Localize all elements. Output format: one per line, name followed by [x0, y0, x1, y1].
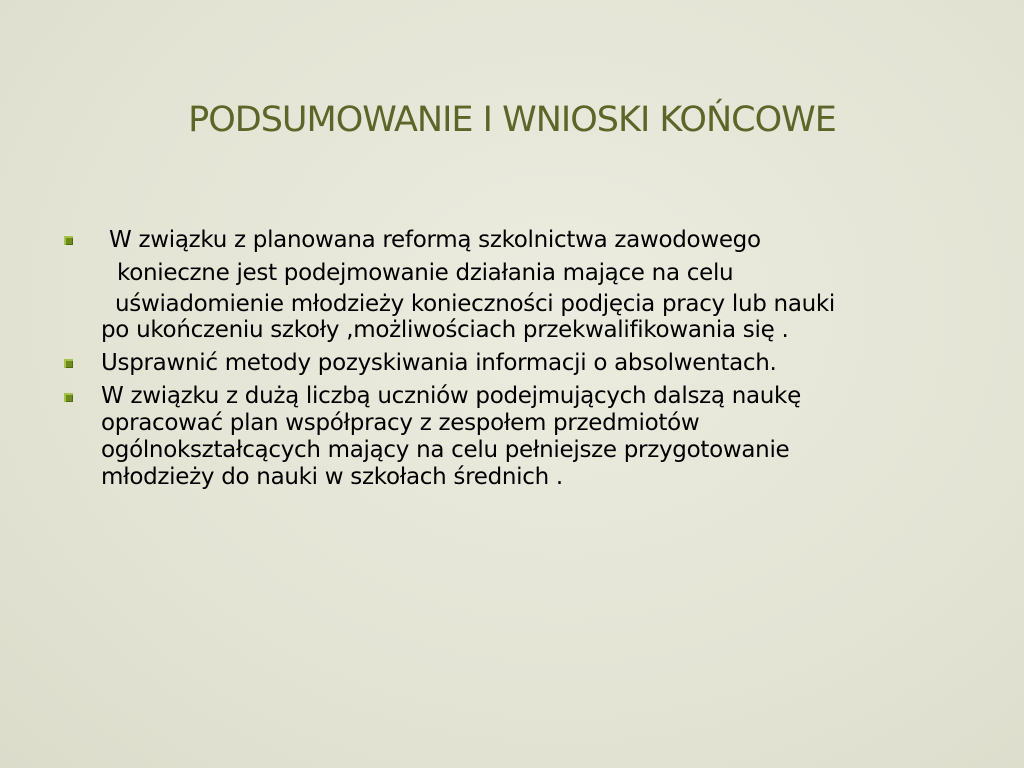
bullet-item [60, 349, 960, 378]
bullet-text-line: ogólnokształcących mający na celu pełniejsze przygotowanie [101, 437, 790, 463]
bullet-text-line: opracować plan współpracy z zespołem przedmiotów [101, 410, 700, 436]
slide-content [60, 222, 960, 491]
square-bullet-icon [64, 236, 73, 245]
bullet-text-line: W związku z dużą liczbą uczniów podejmujących dalszą naukę [101, 383, 801, 409]
slide-title: PODSUMOWANIE I WNIOSKI KOŃCOWE [188, 100, 836, 140]
square-bullet-icon [64, 359, 73, 368]
bullet-text-line: Usprawnić metody pozyskiwania informacji o absolwentach. [101, 350, 777, 376]
bullet-text-line: W związku z planowana reformą szkolnictwa zawodowego [109, 227, 761, 253]
bullet-item [60, 383, 960, 491]
square-bullet-icon [64, 393, 73, 402]
bullet-item [60, 226, 960, 342]
bullet-text-line: młodzieży do nauki w szkołach średnich . [101, 464, 563, 490]
bullet-text-line: konieczne jest podejmowanie działania mające na celu [117, 260, 734, 286]
bullet-text-line: po ukończeniu szkoły ,możliwościach przekwalifikowania się . [101, 317, 789, 343]
bullet-text-line: uświadomienie młodzieży konieczności podjęcia pracy lub nauki [115, 291, 836, 317]
